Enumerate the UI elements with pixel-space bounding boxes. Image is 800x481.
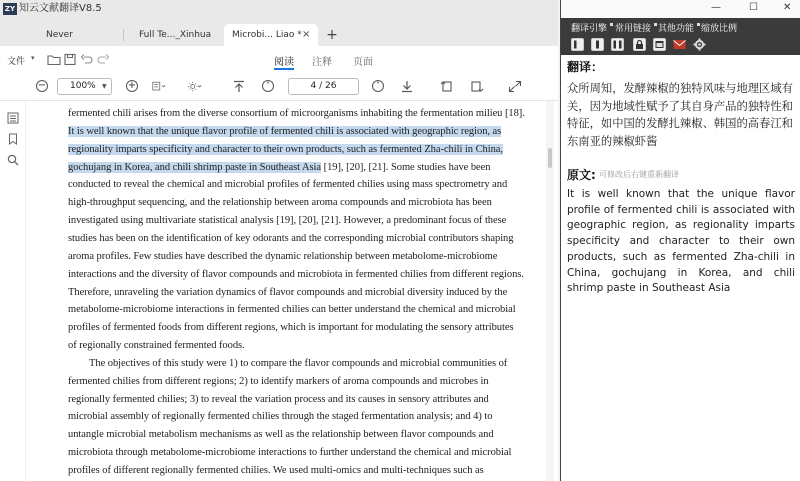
outline-icon[interactable]	[7, 112, 19, 124]
lock-icon[interactable]	[633, 38, 646, 51]
line-text: Therefore, unraveling the variation dynamics of flavor compounds and microbial diversity induced by the	[68, 286, 508, 298]
page-number-input[interactable]: 4 / 26	[288, 78, 359, 95]
line-text: high-throughput sequencing, and the relationship between aroma compounds and microbiota has been	[68, 197, 492, 209]
document-line	[68, 394, 489, 405]
undo-icon[interactable]	[80, 53, 94, 66]
tab-separator	[123, 29, 124, 41]
document-line	[68, 233, 513, 244]
document-line	[68, 162, 490, 173]
line-text: metabolome-microbiome interactions in fermented chilies can better understand the chemical and microbial	[68, 304, 516, 316]
side-rail	[0, 101, 26, 481]
app-logo: ZY	[4, 5, 16, 13]
translator-title-bar	[561, 0, 800, 18]
line-text: [19], [20], [21]. Some studies have been	[321, 161, 491, 173]
line-text: interactions and the diversity of flavor compounds and microbiota in fermented chilies from different regions.	[68, 268, 524, 280]
save-icon[interactable]	[63, 53, 77, 66]
page-layout-icon[interactable]	[152, 80, 166, 93]
tab-label: Full Te..._Xinhua	[139, 30, 212, 40]
menu-separator	[697, 23, 700, 26]
file-menu[interactable]: 文件	[7, 57, 26, 67]
line-text: profiles of fermented foods from different regions, which is important for modulating the sensory attributes	[68, 322, 514, 334]
line-text: profiles of different regionally fermented chilies. We used multi-omics and multi-techniques such as	[68, 465, 484, 476]
mode-tab-page[interactable]: 页面	[353, 57, 373, 68]
line-text: fermented chili arises from the diverse consortium of microorganisms inhabiting the fermentation milieu [18].	[68, 108, 525, 119]
line-text: fermented chilies from different regions; 2) to identify markers of aroma compounds and microbes in	[68, 375, 489, 387]
tab-never[interactable]	[32, 24, 122, 46]
menu-translation-engine[interactable]: 翻译引擎	[571, 24, 608, 34]
mode-tab-annotate[interactable]: 注释	[312, 57, 332, 68]
line-text: of regionally constrained fermented foods.	[68, 340, 245, 352]
folder-icon[interactable]	[47, 53, 61, 66]
brightness-icon[interactable]	[188, 80, 202, 93]
zoom-out-icon[interactable]: −	[37, 80, 47, 91]
chevron-down-icon[interactable]: ▼	[102, 83, 107, 90]
line-text: studies has been on the identification of key odorants and the corresponding microbial contributors shaping	[68, 232, 514, 244]
document-line	[68, 447, 511, 458]
document-page[interactable]	[30, 101, 544, 481]
mode-tab-read[interactable]: 阅读	[274, 57, 294, 68]
original-text-editor[interactable]: It is well known that the unique flavor profile of fermented chili is associated with geographic region, as regionality imparts specificity and character to their own products, such as fermented Zha-chili in China, gochujang in Korea, and chili shrimp paste in Southeast Asia	[567, 188, 795, 295]
menu-common-links[interactable]: 常用链接	[615, 24, 652, 34]
minimize-icon[interactable]: —	[711, 2, 721, 13]
document-line	[68, 197, 492, 208]
translation-text[interactable]: 众所周知，发酵辣椒的独特风味与地理区域有关，因为地域性赋予了其自身产品的独特性和特征，如中国的发酵扎辣椒、韩国的高春江和东南亚的辣椒虾酱	[567, 82, 793, 148]
highlighted-text[interactable]: regionality imparts specificity and character to their own products, such as fermented Zha-chili in China,	[68, 143, 503, 155]
layout-2-icon[interactable]	[591, 38, 604, 51]
highlighted-text[interactable]: It is well known that the unique flavor profile of fermented chili is associated with geographic region, as	[68, 125, 502, 137]
file-toolbar	[0, 46, 558, 73]
gear-icon[interactable]	[693, 38, 706, 51]
line-text: The objectives of this study were 1) to compare the flavor compounds and microbial communities of	[89, 357, 508, 369]
line-text: regionally fermented chilies; 3) to reveal the variation process and its causes in sensory attributes and	[68, 393, 489, 405]
document-line	[68, 179, 507, 190]
document-line	[68, 376, 489, 387]
window-icon[interactable]	[653, 38, 666, 51]
menu-separator	[610, 23, 613, 26]
title-bar	[0, 0, 558, 46]
mail-icon[interactable]	[673, 38, 686, 51]
tab-microbi-liao[interactable]	[224, 24, 318, 46]
rotate-icon[interactable]	[440, 80, 454, 93]
line-text: untangle microbial metabolism mechanisms as well as the relationship between flavor compounds and	[68, 429, 494, 441]
chevron-down-icon[interactable]: ▾	[31, 54, 35, 62]
document-line	[68, 126, 501, 137]
document-line	[68, 429, 494, 440]
line-text: conducted to reveal the chemical and microbial profiles of fermented chilies using mass spectrometry and	[68, 179, 508, 191]
original-heading: 原文:	[567, 168, 596, 182]
document-line	[68, 322, 514, 333]
line-text: investigated using multivariate statistical analysis [19], [20], [21]. However, a predominant focus of these	[68, 215, 507, 227]
document-line	[68, 304, 516, 315]
document-line	[68, 144, 503, 155]
zoom-select[interactable]: 100%	[57, 78, 112, 95]
scroll-top-icon[interactable]	[232, 80, 246, 93]
highlighted-text[interactable]: gochujang in Korea, and chili shrimp paste in Southeast Asia	[68, 161, 322, 173]
layout-3-icon[interactable]	[611, 38, 624, 51]
rotate-cw-icon[interactable]	[470, 80, 484, 93]
download-icon[interactable]	[400, 80, 414, 93]
document-line	[68, 465, 484, 476]
line-text: microbial assembly of regionally fermented chilies through the staged fermentation analysis; and 4) to	[68, 411, 493, 423]
line-text: aroma profiles. Few studies have described the dynamic relationship between metabolome-microbiome	[68, 250, 498, 262]
redo-icon[interactable]	[96, 53, 110, 66]
document-line	[68, 251, 497, 262]
document-line	[68, 411, 492, 422]
app-title: 知云文献翻译V8.5	[19, 3, 102, 14]
document-line	[68, 340, 245, 351]
active-mode-indicator	[274, 68, 294, 70]
previous-page-icon[interactable]: ˄	[262, 80, 274, 92]
tab-full-text-xinhua[interactable]	[125, 24, 223, 46]
document-line	[68, 269, 524, 280]
line-text: microbiota through metabolome-microbiome interactions to further understand the chemical and microbial	[68, 447, 512, 459]
zoom-in-icon[interactable]: +	[127, 80, 137, 91]
original-hint: 可修改后右键重新翻译	[599, 170, 679, 179]
tab-label: Microbi... Liao *	[232, 30, 302, 40]
search-icon[interactable]	[7, 154, 19, 166]
close-icon[interactable]: ×	[302, 29, 311, 40]
scrollbar-thumb[interactable]	[548, 148, 552, 168]
layout-1-icon[interactable]	[571, 38, 584, 51]
add-tab-button[interactable]: +	[326, 27, 338, 43]
close-icon[interactable]: ✕	[783, 2, 792, 13]
translator-window	[560, 0, 800, 481]
menu-other-functions[interactable]: 其他功能	[658, 24, 695, 34]
bookmark-icon[interactable]	[7, 133, 19, 145]
menu-zoom-ratio[interactable]: 缩放比例	[701, 24, 738, 34]
fullscreen-icon[interactable]	[508, 80, 522, 93]
scrollbar[interactable]	[546, 101, 554, 481]
view-toolbar	[0, 73, 558, 101]
document-line	[68, 215, 506, 226]
menu-separator	[654, 23, 657, 26]
next-page-icon[interactable]: ˅	[372, 80, 384, 92]
translation-heading: 翻译：	[567, 60, 604, 74]
maximize-icon[interactable]: ☐	[749, 2, 758, 13]
document-line	[68, 287, 507, 298]
translator-menubar	[561, 18, 800, 55]
tab-label: Never	[46, 30, 73, 40]
document-line	[68, 108, 525, 119]
document-line	[89, 358, 507, 369]
